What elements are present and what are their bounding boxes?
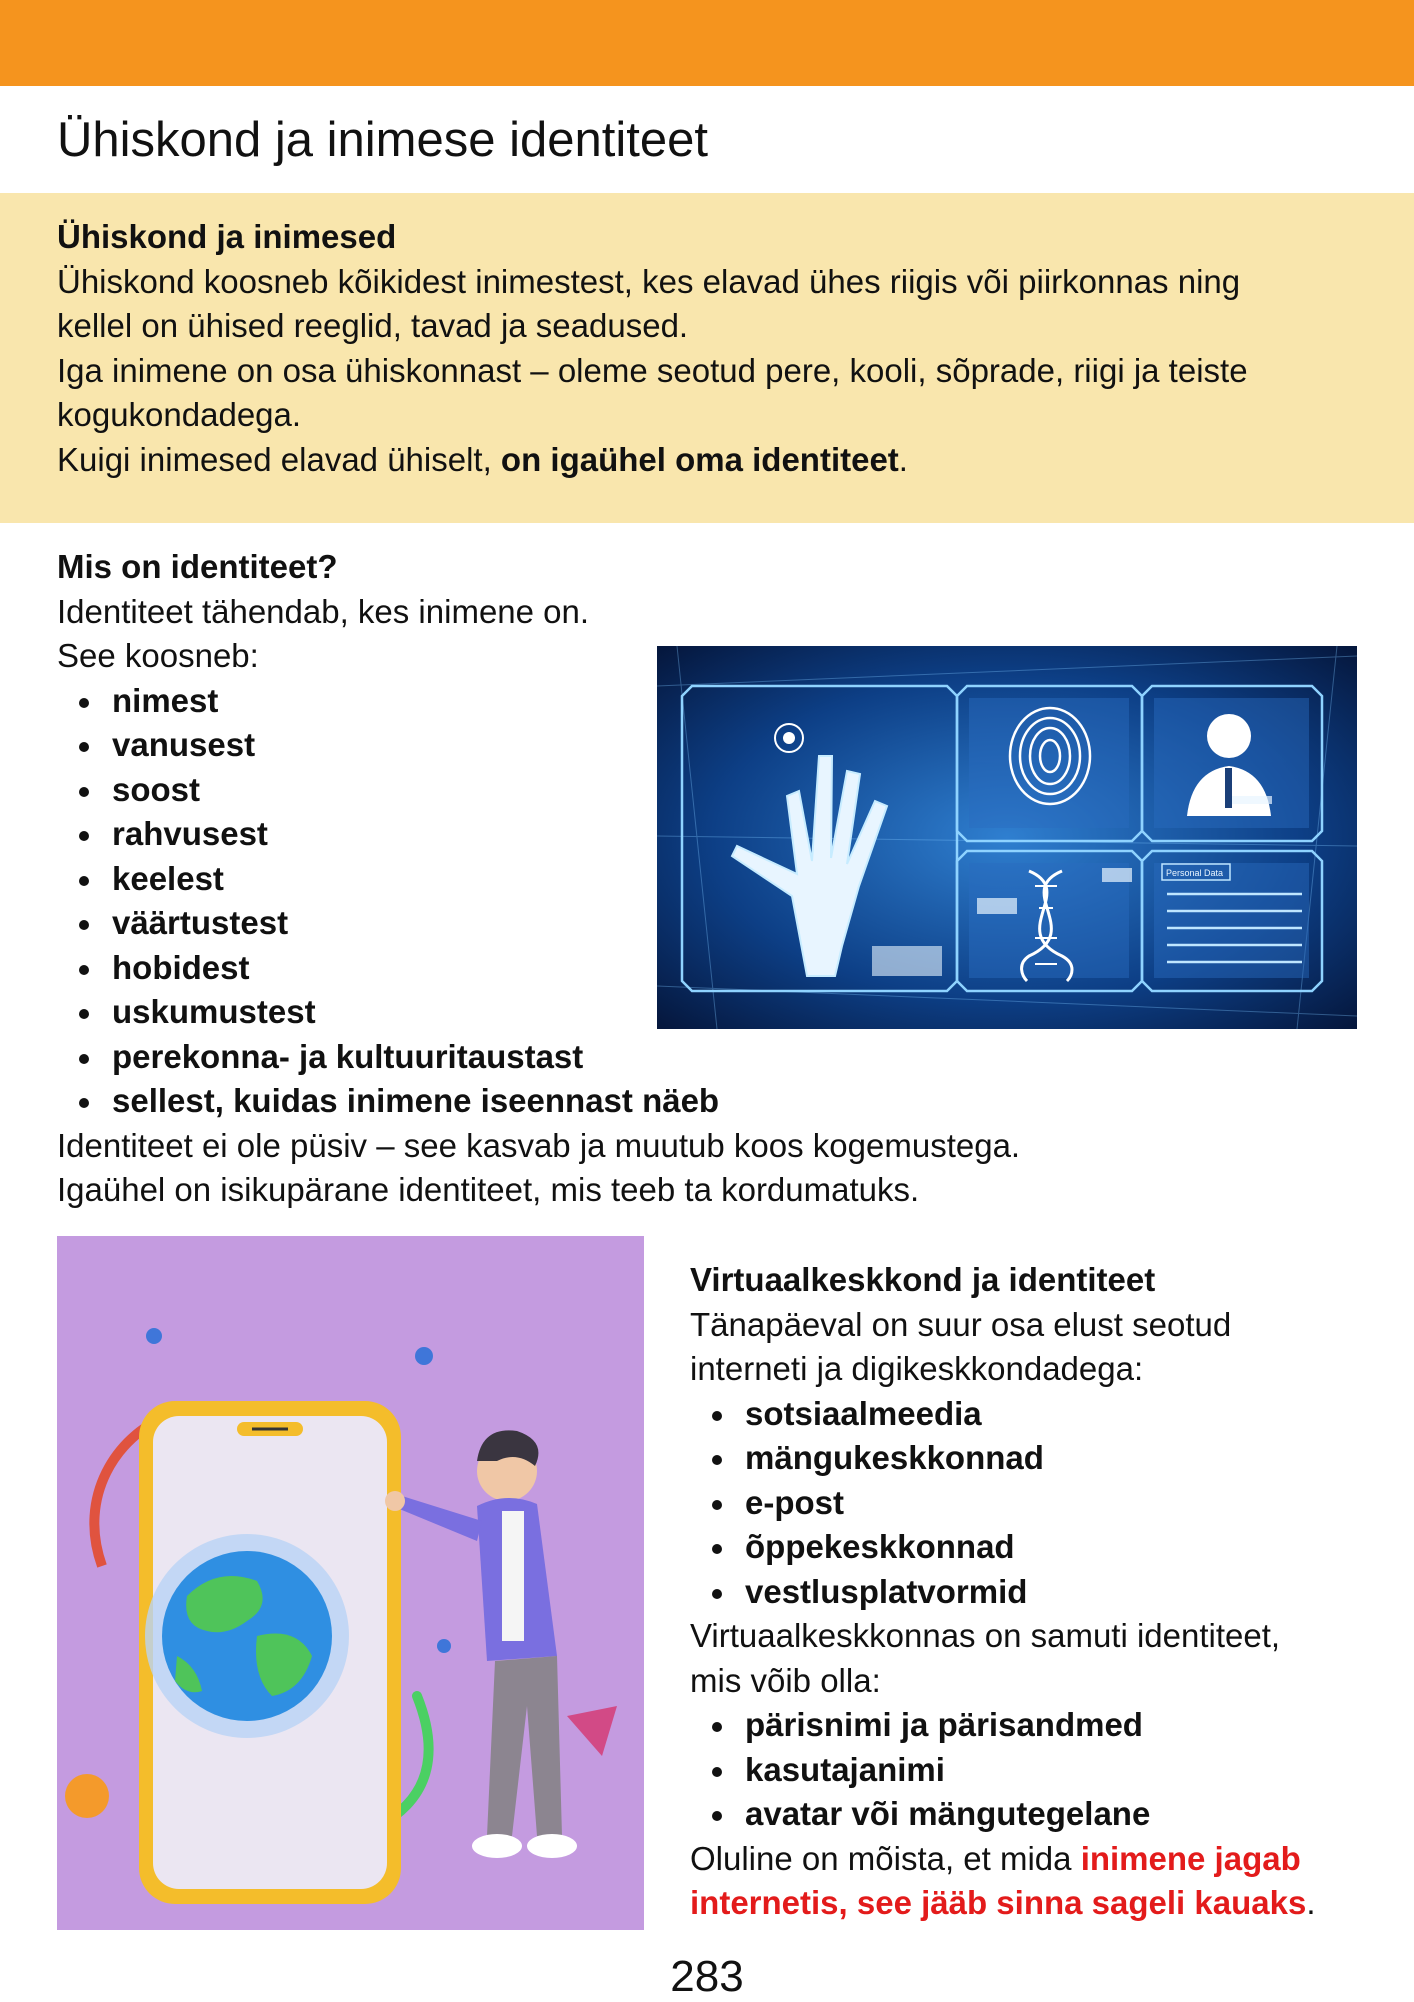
list-item: perekonna- ja kultuuritaustast — [57, 1035, 1357, 1080]
list-item: pärisnimi ja pärisandmed — [690, 1703, 1370, 1748]
intro-line: Iga inimene on osa ühiskonnast – oleme seotud pere, kooli, sõprade, riigi ja teiste — [57, 351, 1248, 389]
virtual-line-end: . — [1306, 1884, 1316, 1921]
virtual-line-red: internetis, see jääb sinna sageli kauaks — [690, 1884, 1307, 1921]
intro-heading: Ühiskond ja inimesed — [57, 218, 397, 255]
virtual-line-red: inimene jagab — [1080, 1839, 1301, 1877]
list-item: mängukeskkonnad — [690, 1436, 1370, 1481]
list-item: uskumustest — [57, 990, 1357, 1035]
top-color-bar — [0, 0, 1414, 86]
list-item: sellest, kuidas inimene iseennast näeb — [57, 1079, 1357, 1124]
list-item: keelest — [57, 857, 1357, 902]
identity-line: Identiteet ei ole püsiv – see kasvab ja muutub koos kogemustega. — [57, 1126, 1021, 1164]
list-item: avatar või mängutegelane — [690, 1792, 1370, 1837]
digital-environments-list — [690, 1392, 1370, 1615]
intro-line-end: . — [898, 440, 908, 478]
online-identity-list — [690, 1703, 1370, 1837]
list-item: õppekeskkonnad — [690, 1525, 1370, 1570]
list-item: kasutajanimi — [690, 1748, 1370, 1793]
virtual-section — [690, 1258, 1370, 1926]
virtual-line — [690, 1837, 1370, 1882]
list-item: vanusest — [57, 723, 1357, 768]
intro-box — [0, 193, 1414, 523]
virtual-line: Tänapäeval on suur osa elust seotud — [690, 1305, 1232, 1343]
list-item: sotsiaalmeedia — [690, 1392, 1370, 1437]
intro-line-bold: on igaühel oma identiteet — [500, 440, 899, 478]
intro-line: kogukondadega. — [57, 396, 302, 433]
page-title: Ühiskond ja inimese identiteet — [57, 113, 708, 167]
virtual-line: Virtuaalkeskkonnas on samuti identiteet, — [690, 1617, 1281, 1654]
list-item: rahvusest — [57, 812, 1357, 857]
virtual-line: mis võib olla: — [690, 1661, 881, 1699]
identity-line: Igaühel on isikupärane identiteet, mis teeb ta kordumatuks. — [57, 1171, 920, 1208]
digital-identity-illustration — [657, 646, 1357, 1029]
virtual-line: interneti ja digikeskkondadega: — [690, 1350, 1144, 1387]
digital-identity-image — [657, 646, 1357, 1029]
list-item: e-post — [690, 1481, 1370, 1526]
intro-line: kellel on ühised reeglid, tavad ja seadused. — [57, 307, 689, 344]
list-item: hobidest — [57, 946, 1357, 991]
intro-line-plain: Kuigi inimesed elavad ühiselt, — [57, 440, 501, 478]
virtual-world-illustration — [57, 1236, 644, 1930]
intro-text — [57, 215, 1357, 482]
intro-line: Ühiskond koosneb kõikidest inimestest, kes elavad ühes riigis või piirkonnas ning — [57, 262, 1241, 300]
list-item: nimest — [57, 679, 1357, 724]
page-number: 283 — [670, 1952, 744, 2001]
list-item: vestlusplatvormid — [690, 1570, 1370, 1615]
virtual-heading: Virtuaalkeskkond ja identiteet — [690, 1261, 1156, 1298]
personal-data-label: Personal Data — [1166, 868, 1224, 878]
intro-line — [57, 438, 1357, 483]
list-item: väärtustest — [57, 901, 1357, 946]
identity-line: Identiteet tähendab, kes inimene on. — [57, 592, 590, 630]
list-item: soost — [57, 768, 1357, 813]
identity-heading: Mis on identiteet? — [57, 548, 338, 585]
virtual-world-image — [57, 1236, 644, 1930]
virtual-line-plain: Oluline on mõista, et mida — [690, 1839, 1081, 1877]
identity-line: See koosneb: — [57, 637, 259, 674]
virtual-line — [690, 1881, 1370, 1926]
